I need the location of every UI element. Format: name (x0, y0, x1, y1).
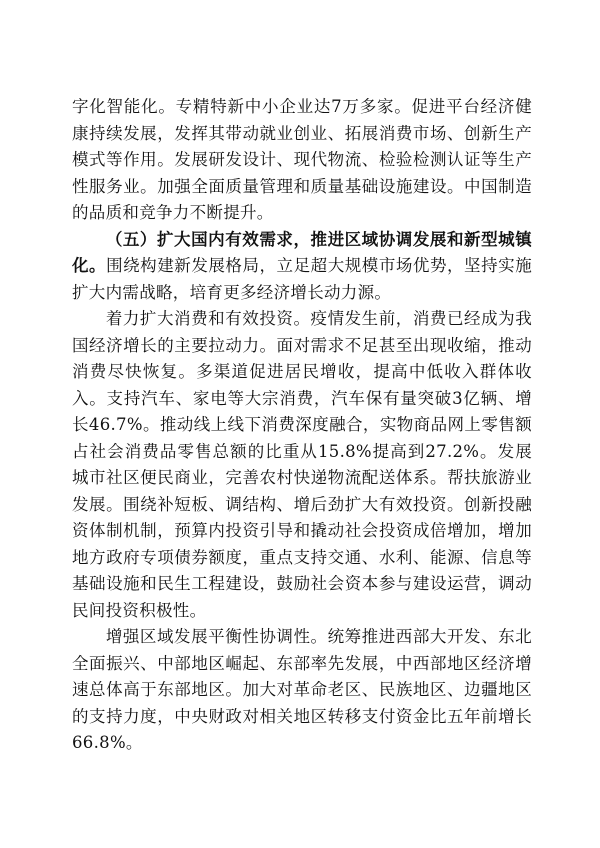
section-intro-text: 围绕构建新发展格局，立足超大规模市场优势，坚持实施扩大内需战略，培育更多经济增长动力源。 (72, 256, 532, 302)
paragraph-section-five (72, 227, 532, 307)
paragraph-continuation: 字化智能化。专精特新中小企业达7万多家。促进平台经济健康持续发展，发挥其带动就业创业、拓展消费市场、创新生产模式等作用。发展研发设计、现代物流、检验检测认证等生产性服务业。加强全面质量管理和质量基础设施建设。中国制造的品质和竞争力不断提升。 (72, 97, 532, 222)
section-heading: （五）扩大国内有效需求，推进区域协调发展和新型城镇化。 (72, 229, 532, 275)
paragraph-consumption-investment: 着力扩大消费和有效投资。疫情发生前，消费已经成为我国经济增长的主要拉动力。面对需求不足甚至出现收缩，推动消费尽快恢复。多渠道促进居民增收，提高中低收入群体收入。支持汽车、家电等大宗消费，汽车保有量突破3亿辆、增长46.7%。推动线上线下消费深度融合，实物商品网上零售额占社会消费品零售总额的比重从15.8%提高到27.2%。发展城市社区便民商业，完善农村快递物流配送体系。帮扶旅游业发展。围绕补短板、调结构、增后劲扩大有效投资。创新投融资体制机制，预算内投资引导和撬动社会投资成倍增加，增加地方政府专项债券额度，重点支持交通、水利、能源、信息等基础设施和民生工程建设，鼓励社会资本参与建设运营，调动民间投资积极性。 (72, 309, 532, 620)
document-page (72, 94, 532, 757)
paragraph-regional-development: 增强区域发展平衡性协调性。统筹推进西部大开发、东北全面振兴、中部地区崛起、东部率先发展，中西部地区经济增速总体高于东部地区。加大对革命老区、民族地区、边疆地区的支持力度，中央财政对相关地区转移支付资金比五年前增长66.8%。 (72, 627, 532, 752)
